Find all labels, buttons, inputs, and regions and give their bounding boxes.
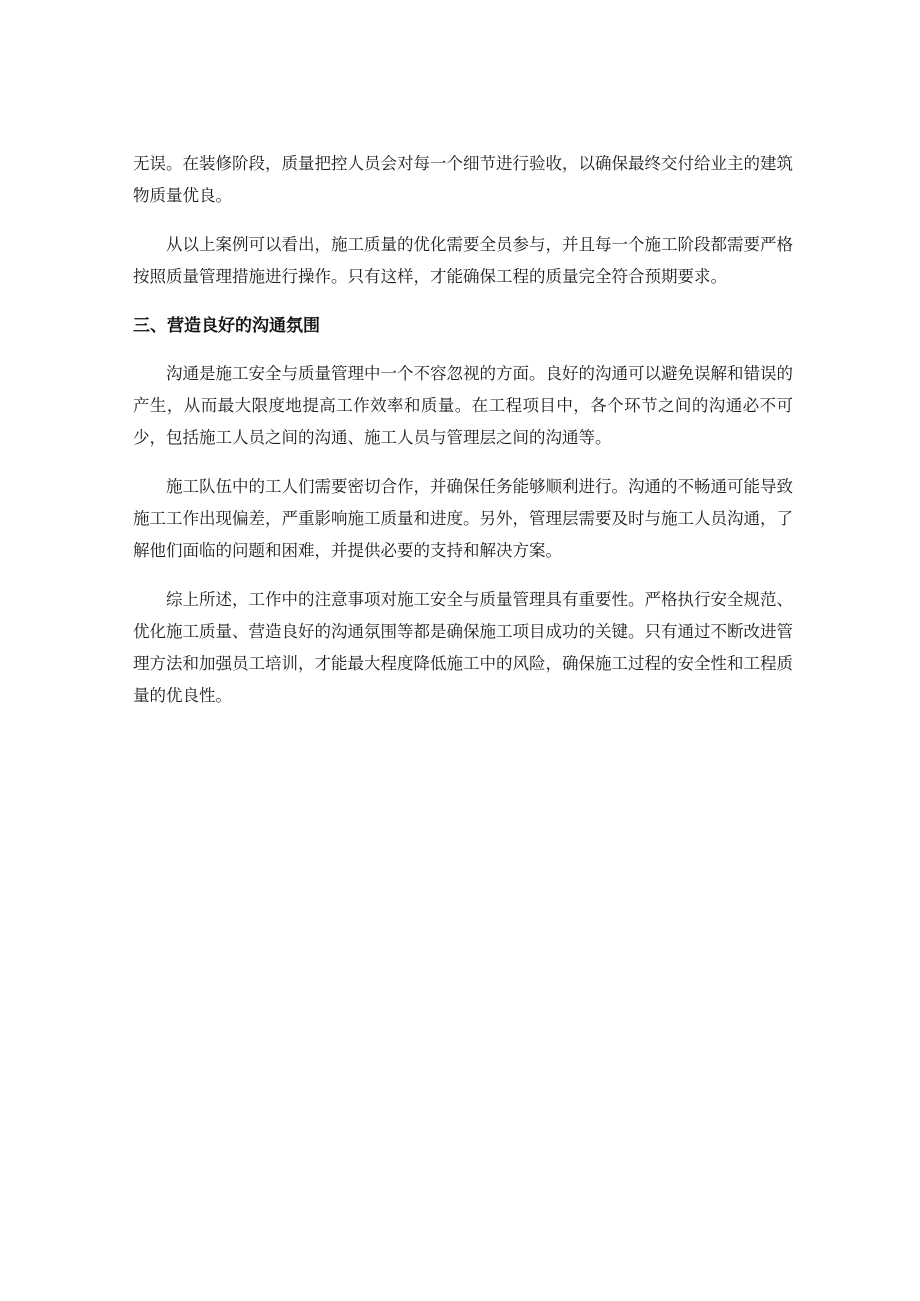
paragraph-continued: 无误。在装修阶段，质量把控人员会对每一个细节进行验收，以确保最终交付给业主的建筑物质量优良。 — [133, 154, 793, 205]
document-body — [133, 148, 793, 729]
section-heading: 三、营造良好的沟通氛围 — [133, 316, 320, 336]
paragraph-team-cooperation: 施工队伍中的工人们需要密切合作，并确保任务能够顺利进行。沟通的不畅通可能导致施工工作出现偏差，严重影响施工质量和进度。另外，管理层需要及时与施工人员沟通，了解他们面临的问题和困难，并提供必要的支持和解决方案。 — [133, 477, 793, 560]
paragraph-conclusion: 综上所述，工作中的注意事项对施工安全与质量管理具有重要性。严格执行安全规范、优化施工质量、营造良好的沟通氛围等都是确保施工项目成功的关键。只有通过不断改进管理方法和加强员工培训，才能最大程度降低施工中的风险，确保施工过程的安全性和工程质量的优良性。 — [133, 590, 793, 705]
paragraph-case-summary: 从以上案例可以看出，施工质量的优化需要全员参与，并且每一个施工阶段都需要严格按照质量管理措施进行操作。只有这样，才能确保工程的质量完全符合预期要求。 — [133, 235, 793, 286]
paragraph-communication-intro: 沟通是施工安全与质量管理中一个不容忽视的方面。良好的沟通可以避免误解和错误的产生，从而最大限度地提高工作效率和质量。在工程项目中，各个环节之间的沟通必不可少，包括施工人员之间的沟通、施工人员与管理层之间的沟通等。 — [133, 364, 793, 447]
